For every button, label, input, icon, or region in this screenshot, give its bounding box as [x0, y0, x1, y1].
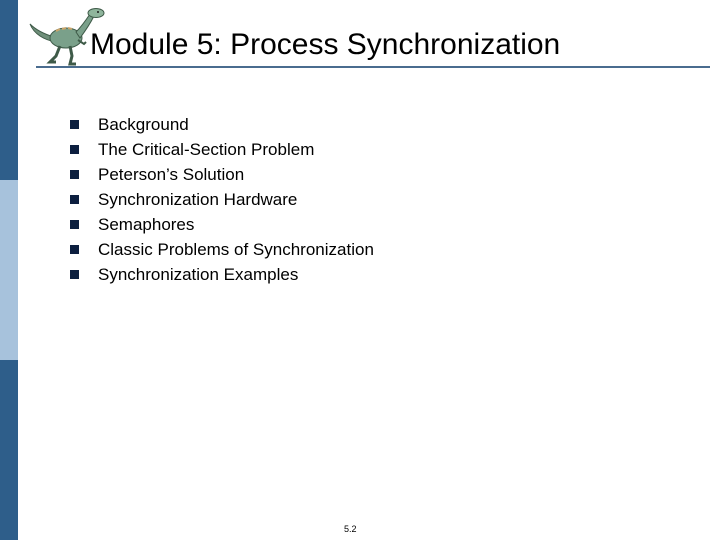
square-bullet-icon — [70, 220, 79, 229]
sidebar-band-middle — [0, 180, 18, 360]
list-item-label: Background — [98, 115, 189, 134]
list-item — [70, 112, 374, 137]
list-item-label: Semaphores — [98, 215, 195, 234]
list-item — [70, 187, 374, 212]
square-bullet-icon — [70, 245, 79, 254]
list-item — [70, 212, 374, 237]
list-item-label: The Critical-Section Problem — [98, 140, 315, 159]
list-item-label: Synchronization Hardware — [98, 190, 298, 209]
list-item — [70, 162, 374, 187]
list-item — [70, 137, 374, 162]
list-item-label: Peterson’s Solution — [98, 165, 245, 184]
square-bullet-icon — [70, 270, 79, 279]
list-item — [70, 237, 374, 262]
square-bullet-icon — [70, 170, 79, 179]
sidebar-band-top — [0, 0, 18, 180]
bullet-list — [70, 112, 374, 287]
page-number: 5.2 — [344, 524, 357, 534]
list-item-label: Classic Problems of Synchronization — [98, 240, 374, 259]
title-underline — [36, 66, 710, 68]
slide-title: Module 5: Process Synchronization — [90, 28, 561, 61]
square-bullet-icon — [70, 145, 79, 154]
sidebar-band-bottom — [0, 360, 18, 540]
list-item — [70, 262, 374, 287]
square-bullet-icon — [70, 195, 79, 204]
list-item-label: Synchronization Examples — [98, 265, 299, 284]
square-bullet-icon — [70, 120, 79, 129]
